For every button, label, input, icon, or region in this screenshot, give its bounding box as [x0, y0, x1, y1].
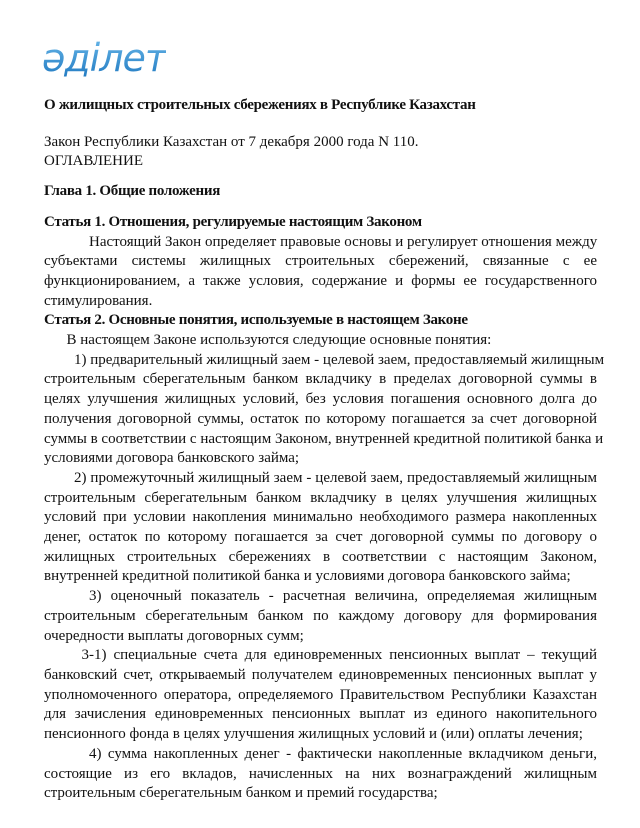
article-1-body	[44, 233, 597, 312]
paragraph-line: 2) промежуточный жилищный заем - целевой заем, предоставляемый жилищным	[74, 469, 597, 486]
paragraph-line: субъектами системы жилищных строительных сбережений, связанные с ее	[44, 253, 597, 270]
paragraph-line: строительным сберегательным банком вкладчику в целях улучшения жилищных	[44, 489, 597, 506]
article-2-heading: Статья 2. Основные понятия, используемые в настоящем Законе	[44, 312, 468, 329]
paragraph-line: суммы в соответствии с настоящим Законом, внутренней кредитной политикой банка и	[44, 430, 604, 447]
paragraph-line: стимулирования.	[44, 292, 153, 309]
paragraph-line: уполномоченного оператора, определяемого Правительством Республики Казахстан	[44, 686, 597, 703]
paragraph-line: функционированием, а также условия, содержание и формы ее государственного	[44, 272, 597, 289]
paragraph-line: денег, остаток по которому погашается за счет договорной суммы по договору о	[44, 529, 597, 546]
paragraph	[44, 745, 597, 804]
paragraph	[44, 469, 597, 587]
paragraph-line: строительным сберегательным банком вкладчику в пределах договорной суммы в	[44, 371, 597, 388]
paragraph-line: условиями договора банковского займа;	[44, 450, 300, 467]
paragraph-line: целях улучшения жилищных условий, без условия погашения основного долга до	[44, 391, 597, 408]
paragraph-line: банковский счет, открываемый получателем единовременных пенсионных выплат у	[44, 666, 597, 683]
paragraph	[44, 351, 605, 469]
paragraph-line: пенсионного фонда в целях улучшения жилищных условий и (или) оплаты лечения;	[44, 726, 583, 743]
paragraph-line: 1) предварительный жилищный заем - целевой заем, предоставляемый жилищным	[74, 351, 605, 368]
document-title: О жилищных строительных сбережениях в Республике Казахстан	[44, 97, 476, 113]
table-of-contents-link[interactable]: ОГЛАВЛЕНИЕ	[44, 153, 143, 170]
document-body	[44, 96, 605, 804]
paragraph-line: 4) сумма накопленных денег - фактически накопленные вкладчиком деньги,	[89, 745, 597, 762]
paragraph-line: получения договорной суммы, остаток по которому погашается за счет договорной	[44, 410, 597, 427]
paragraph-line: для зачисления единовременных пенсионных выплат из единого накопительного	[44, 706, 597, 723]
paragraph	[44, 646, 597, 745]
paragraph-line: очередности выплаты договорных сумм;	[44, 627, 304, 644]
paragraph-line: состоящие из его вкладов, начисленных на них вознаграждений жилищным	[44, 765, 597, 782]
adilet-logo[interactable]: әділет	[42, 36, 167, 80]
paragraph	[44, 233, 597, 312]
article-2-body	[44, 331, 605, 804]
paragraph	[44, 587, 597, 646]
paragraph-line: внутренней кредитной политикой банка и условиями договора банковского займа;	[44, 568, 571, 585]
law-reference: Закон Республики Казахстан от 7 декабря 2000 года N 110.	[44, 133, 419, 150]
paragraph-line: условий при условии накопления минимально необходимого размера накопленных	[44, 509, 597, 526]
paragraph-line: В настоящем Законе используются следующие основные понятия:	[66, 332, 492, 349]
paragraph	[44, 331, 597, 351]
paragraph-line: 3) оценочный показатель - расчетная величина, определяемая жилищным	[89, 588, 597, 605]
paragraph-line: строительным сберегательным банком по каждому договору для формирования	[44, 607, 597, 624]
article-1-heading: Статья 1. Отношения, регулируемые настоящим Законом	[44, 213, 422, 230]
paragraph-line: Настоящий Закон определяет правовые основы и регулирует отношения между	[89, 233, 598, 250]
paragraph-line: жилищных строительных сбережениях в соответствии с настоящим Законом,	[44, 548, 597, 565]
paragraph-line: строительным сберегательным банком и премий государства;	[44, 785, 438, 802]
paragraph-line: 3-1) специальные счета для единовременных пенсионных выплат – текущий	[81, 647, 597, 664]
chapter-heading: Глава 1. Общие положения	[44, 183, 221, 200]
